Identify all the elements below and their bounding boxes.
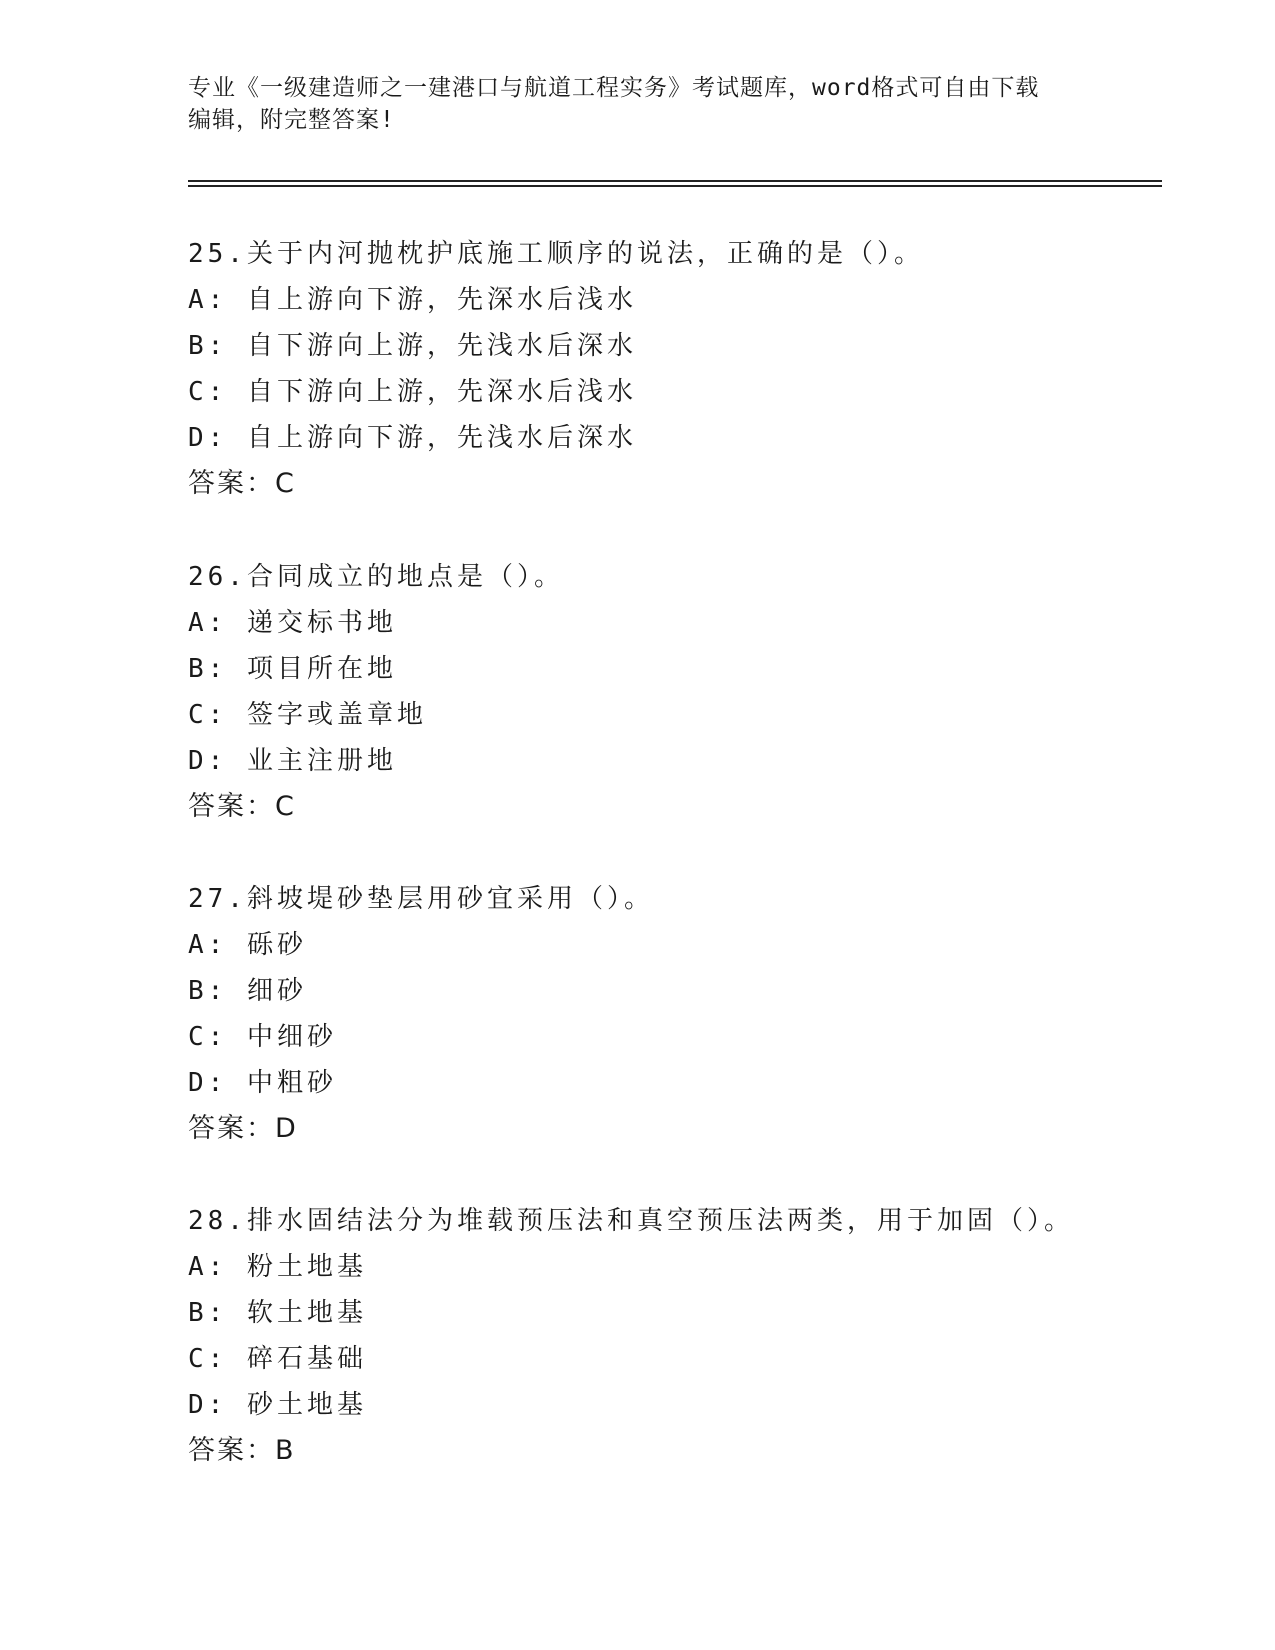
question-28	[188, 1198, 1148, 1474]
question-text: 27.斜坡堤砂垫层用砂宜采用（）。	[188, 884, 654, 914]
answer-label: 答案：	[188, 1435, 275, 1466]
header-divider-bottom	[188, 185, 1162, 187]
option-a: A: 粉土地基	[188, 1252, 367, 1282]
question-text: 28.排水固结法分为堆载预压法和真空预压法两类，用于加固（）。	[188, 1206, 1074, 1236]
question-text: 26.合同成立的地点是（）。	[188, 562, 564, 592]
option-c: C: 中细砂	[188, 1022, 337, 1052]
question-25	[188, 231, 1148, 507]
document-header	[188, 72, 1088, 136]
answer-value: D	[275, 1113, 297, 1144]
answer-label: 答案：	[188, 468, 275, 499]
option-b: B: 细砂	[188, 976, 307, 1006]
answer-value: B	[275, 1435, 295, 1466]
option-c: C: 碎石基础	[188, 1344, 367, 1374]
option-d: D: 自上游向下游，先浅水后深水	[188, 423, 637, 453]
header-line-1: 专业《一级建造师之一建港口与航道工程实务》考试题库，word格式可自由下载	[188, 75, 1040, 101]
option-d: D: 中粗砂	[188, 1068, 337, 1098]
answer-value: C	[275, 468, 295, 499]
answer-line	[188, 461, 1148, 507]
question-text: 25.关于内河抛枕护底施工顺序的说法，正确的是（）。	[188, 239, 924, 269]
answer-line	[188, 1106, 1148, 1152]
option-d: D: 业主注册地	[188, 746, 397, 776]
option-c: C: 签字或盖章地	[188, 700, 427, 730]
answer-line	[188, 1428, 1148, 1474]
header-line-2: 编辑，附完整答案!	[188, 107, 395, 133]
option-d: D: 砂土地基	[188, 1390, 367, 1420]
answer-line	[188, 784, 1148, 830]
option-a: A: 砾砂	[188, 930, 307, 960]
question-27	[188, 876, 1148, 1152]
option-a: A: 递交标书地	[188, 608, 397, 638]
answer-value: C	[275, 791, 295, 822]
option-c: C: 自下游向上游，先深水后浅水	[188, 377, 637, 407]
header-divider-top	[188, 180, 1162, 182]
option-b: B: 项目所在地	[188, 654, 397, 684]
option-b: B: 软土地基	[188, 1298, 367, 1328]
question-26	[188, 554, 1148, 830]
answer-label: 答案：	[188, 791, 275, 822]
option-b: B: 自下游向上游，先浅水后深水	[188, 331, 637, 361]
answer-label: 答案：	[188, 1113, 275, 1144]
option-a: A: 自上游向下游，先深水后浅水	[188, 285, 637, 315]
